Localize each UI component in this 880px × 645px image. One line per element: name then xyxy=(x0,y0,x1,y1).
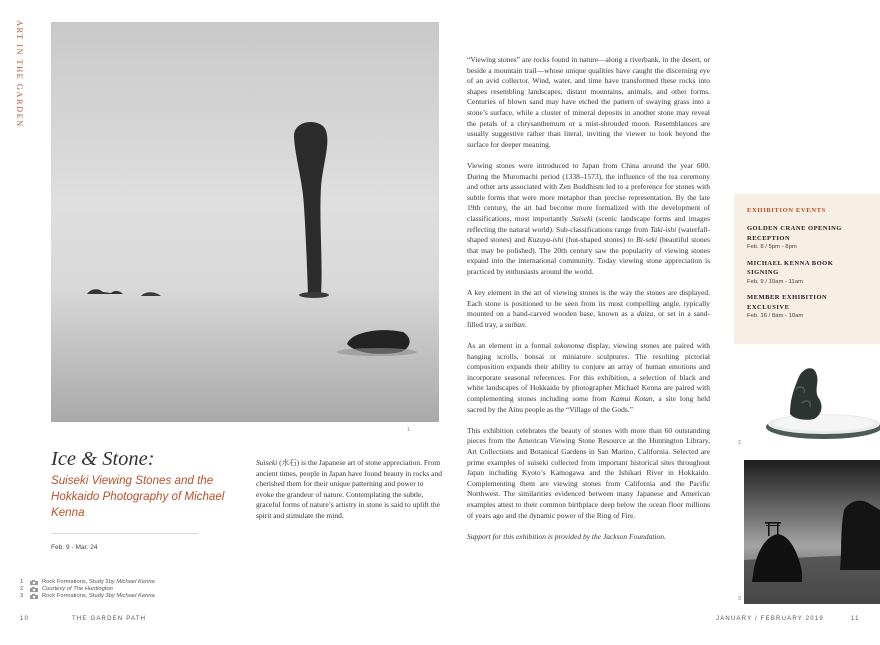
credit-line xyxy=(20,593,280,600)
event-title: MEMBER EXHIBITION EXCLUSIVE xyxy=(747,294,828,311)
credit-title: Rock Formations, Study 3 xyxy=(42,593,109,600)
text-run: (beautiful stones that may be polished). The 20th century saw the popularity of viewing stones expand into the international community. Today viewing stone appreciation is practiced by enthusiasts around the world. xyxy=(467,235,710,276)
body-paragraph-4 xyxy=(467,341,710,415)
term-suiseki: Suiseki xyxy=(571,213,593,223)
figure-number-2: 2 xyxy=(738,440,741,446)
credit-number: 2 xyxy=(20,586,24,593)
credit-number: 1 xyxy=(20,579,24,585)
intro-paragraph xyxy=(256,458,442,521)
body-paragraph-5: This exhibition celebrates the beauty of stones with more than 60 outstanding pieces from the American Viewing Stone Resource at the Huntington Library, Art Collections and Botanical Gardens in San Marino, California. Selected are prime examples of suiseki collected from important historical sites throughout Japan including Kyoto’s Kamogawa and the Ishikari River in Hokkaido. Complementing them are viewing stones from California and the Pacific Northwest. The similarities evidenced between many Japanese and American examples attest to their common birthplace deep below the ocean floor millions of years ago and the dynamic power of the Ring of Fire. xyxy=(467,425,710,520)
text-run: A key element in the art of viewing stones is the way the stones are displayed. Each stone is positioned to be seen from its most compelling angle, typically mounted on a hand-carved wooden base, known as a xyxy=(467,288,710,319)
credit-by: by Michael Kenna xyxy=(108,579,155,585)
camera-icon xyxy=(30,587,38,592)
article-subtitle: Suiseki Viewing Stones and the Hokkaido Photography of Michael Kenna xyxy=(51,474,225,519)
camera-icon xyxy=(30,594,38,599)
publication-name: THE GARDEN PATH xyxy=(72,616,147,622)
text-run: As an element in a formal xyxy=(467,341,555,351)
rock-formation-photo xyxy=(51,22,439,422)
title-divider xyxy=(51,533,198,534)
figure-number-1: 1 xyxy=(407,427,410,433)
support-note: Support for this exhibition is provided by the Jackson Foundation. xyxy=(467,531,666,541)
text-run: , or set in a sand-filled tray, a xyxy=(467,309,710,329)
text-run: , a site long held sacred by the Ainu people as the “Village of the Gods.” xyxy=(467,394,710,414)
body-paragraph-3 xyxy=(467,288,710,330)
credit-by: by Michael Kenna xyxy=(108,593,155,600)
term-kamui-kotan: Kamui Kotan xyxy=(610,394,653,403)
article-title: Ice & Stone: xyxy=(51,448,155,470)
title-block xyxy=(51,447,231,551)
credit-title: Rock Formations, Study 2 xyxy=(42,579,109,585)
term-taki-ishi: Taki-ishi xyxy=(650,224,677,234)
intro-term: Suiseki xyxy=(256,458,278,467)
event-title: MICHAEL KENNA BOOK SIGNING xyxy=(747,259,834,276)
rock-formation-study-3-photo xyxy=(744,460,880,604)
term-bi-seki: Bi-seki xyxy=(636,235,657,245)
exhibition-events-box xyxy=(734,194,880,344)
term-kuzuya-ishi: Kuzuya-ishi xyxy=(527,235,564,245)
text-run: (scenic landscape forms and images reflecting the natural world). Sub-classifications range from xyxy=(467,213,710,234)
page-number-right: 11 xyxy=(851,616,860,622)
events-heading: EXHIBITION EVENTS xyxy=(747,207,826,214)
event-item xyxy=(747,293,867,321)
text-run: (waterfall-shaped stones) and xyxy=(467,224,710,245)
issue-date: JANUARY / FEBRUARY 2019 xyxy=(716,616,824,622)
event-title: GOLDEN CRANE OPENING RECEPTION xyxy=(747,225,842,242)
event-time: Feb. 8 / 5pm - 8pm xyxy=(747,244,797,250)
term-suiban: suiban xyxy=(504,319,525,329)
text-run: (hut-shaped stones) to xyxy=(563,235,637,245)
text-run: Viewing stones were introduced to Japan from China around the year 600. During the Muromachi period (1338–1573), the influence of the tea ceremony and other arts associated with Zen Buddhism led to a preference for stones with subtle forms that were more metaphor than precise representation. By the late 19th century, the art had become more formalized with the development of classifications, most importantly xyxy=(467,160,710,223)
main-photo xyxy=(51,22,439,422)
text-run: . xyxy=(524,319,527,329)
exhibition-dates: Feb. 9 - Mar. 24 xyxy=(51,544,98,551)
camera-icon xyxy=(30,580,38,585)
intro-text: (水石) is the Japanese art of stone appreciation. From ancient times, people in Japan have found beauty in rocks and cherished them for their unique patterning and power to evoke the grandeur of nature. Contemplating the subtle, graceful forms of nature’s artistry in stone is said to uplift the spirit and stimulate the mind. xyxy=(256,458,442,520)
page-number-left: 10 xyxy=(20,616,30,622)
credit-title: Courtesy of The Huntington xyxy=(42,586,113,593)
event-item xyxy=(747,224,867,252)
event-time: Feb. 9 / 10am - 11am xyxy=(747,278,803,285)
figure-number-3: 3 xyxy=(738,596,741,602)
photo-credits xyxy=(20,579,280,600)
article-body xyxy=(467,55,710,553)
section-label: ART IN THE GARDEN xyxy=(15,20,24,128)
body-paragraph-2 xyxy=(467,161,710,278)
term-daiza: daiza xyxy=(636,309,654,319)
event-item xyxy=(747,259,867,287)
term-tokonoma: tokonoma xyxy=(554,341,584,351)
credit-line xyxy=(20,579,280,586)
text-run: display, viewing stones are paired with hanging scrolls, bonsai or miniature sculptures. The resulting pictorial composition expands their ability to conjure an array of human emotions and incorporate seasonal references. For this exhibition, a selection of black and white landscapes of Hokkaido by photographer Michael Kenna are paired with complementing stones including some from xyxy=(467,341,710,403)
credit-line xyxy=(20,586,280,593)
body-paragraph-1: “Viewing stones” are rocks found in nature—along a riverbank, in the desert, or beside a mountain trail—whose unique qualities have caught the discerning eye of an avid collector. Wind, water, and time have transformed these rocks into shapes resembling landscapes, distant mountains, animals, and other forms. Centuries of blown sand may have etched the pattern of swaying grass into a stone’s surface, while a cluster of mineral deposits in another stone may reveal the petals of a chrysanthemum or a mist-shrouded moon. Resemblances are usually suggestive rather than literal, inviting the viewer to look beyond the surface for deeper meaning. xyxy=(467,55,710,149)
event-time: Feb. 16 / 8am - 10am xyxy=(747,313,804,319)
stone-tray-photo xyxy=(744,359,880,447)
credit-number: 3 xyxy=(20,593,24,600)
